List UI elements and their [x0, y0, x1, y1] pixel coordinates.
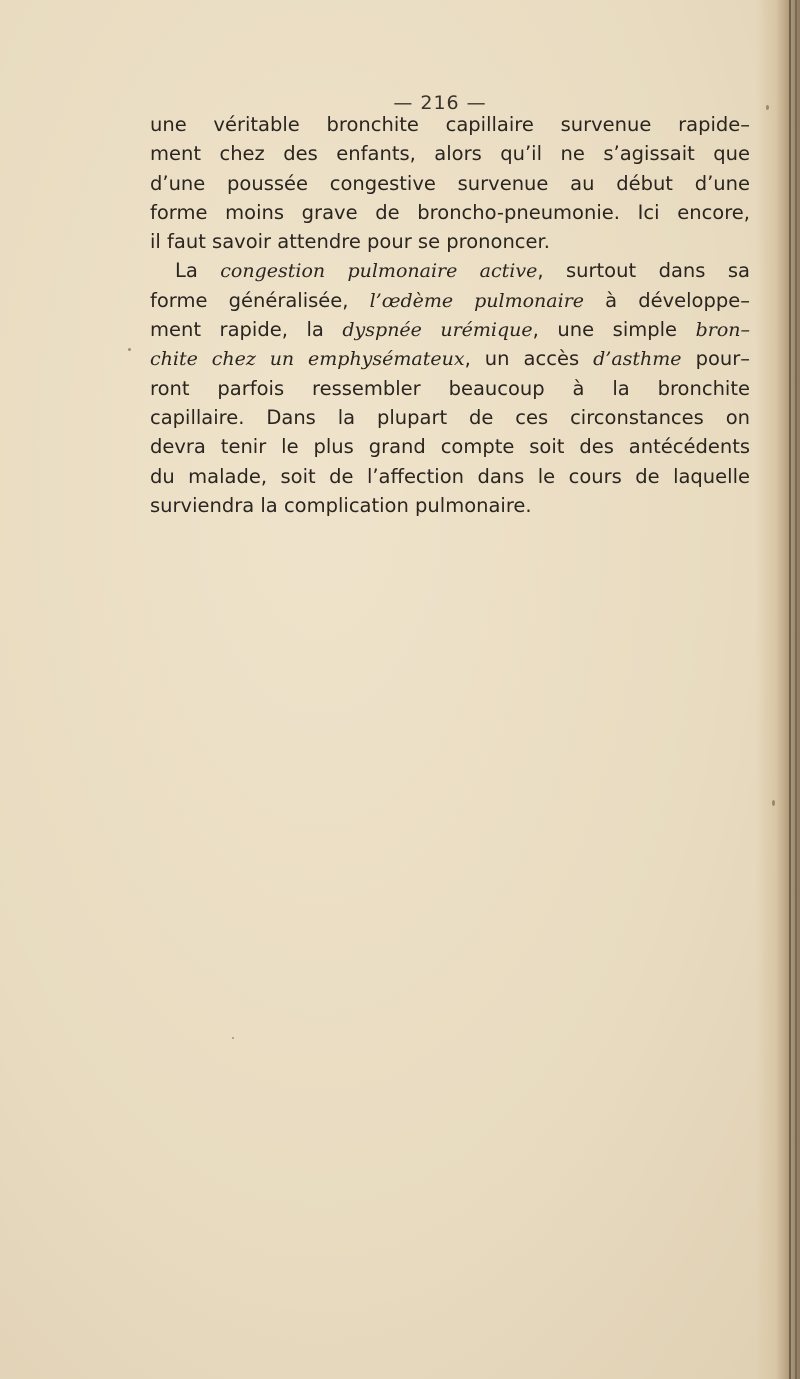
body-text: [150, 110, 750, 520]
page-number: — 216 —: [393, 92, 487, 114]
text-line: une véritable bronchite capillaire survenue rapide–: [150, 113, 750, 136]
text-line: du malade, soit de l’affection dans le cours de laquelle: [150, 464, 750, 488]
page-gutter-shadow: [756, 0, 800, 1379]
page-edge-line: [789, 0, 791, 1379]
italic-term: chite chez un emphysémateux: [150, 348, 465, 371]
text-line: surviendra la complication pulmonaire.: [150, 493, 532, 517]
text-run: , surtout dans sa: [537, 259, 750, 283]
italic-term: bron–: [695, 319, 751, 342]
text-run: pour–: [681, 347, 751, 371]
paper-speck: [772, 800, 775, 806]
text-line: d’une poussée congestive survenue au début d’une: [150, 171, 750, 195]
text-line: [150, 256, 750, 285]
text-run: à développe–: [584, 288, 750, 312]
text-run: , un accès: [464, 347, 594, 371]
text-line: [150, 315, 750, 344]
text-run: La: [175, 259, 221, 283]
paper-speck: [128, 348, 131, 351]
italic-term: dyspnée urémique: [342, 319, 533, 342]
text-line: capillaire. Dans la plupart de ces circonstances on: [150, 405, 750, 429]
text-run: , une simple: [532, 318, 696, 342]
text-run: ment rapide, la: [150, 318, 343, 342]
text-line: devra tenir le plus grand compte soit des antécédents: [150, 435, 750, 459]
paper-speck: [232, 1037, 234, 1039]
text-line: [150, 286, 750, 315]
text-line: forme moins grave de broncho-pneumonie. Ici encore,: [150, 200, 750, 224]
text-run: forme généralisée,: [150, 288, 370, 312]
italic-term: d’asthme: [593, 348, 682, 371]
text-line: ment chez des enfants, alors qu’il ne s’agissait que: [150, 142, 750, 166]
text-line: ront parfois ressembler beaucoup à la bronchite: [150, 376, 750, 400]
text-line: [150, 344, 750, 373]
page-edge-line: [795, 0, 797, 1379]
text-line: il faut savoir attendre pour se prononcer.: [150, 230, 550, 254]
italic-term: congestion pulmonaire active: [220, 260, 538, 283]
italic-term: l’œdème pulmonaire: [369, 289, 585, 312]
